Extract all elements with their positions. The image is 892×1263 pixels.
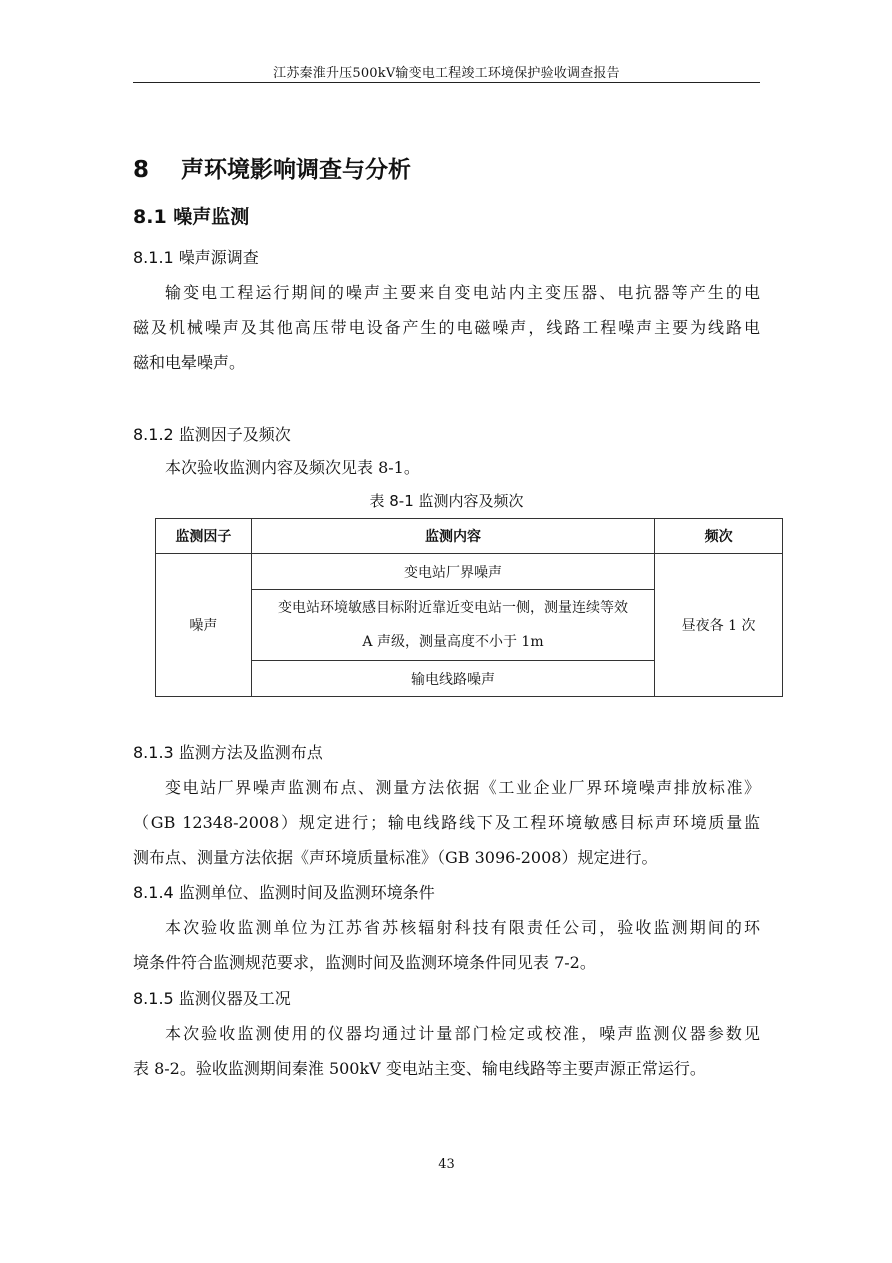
paragraph-line: 磁和电晕噪声。 [133,353,246,372]
paragraph-line: 境条件符合监测规范要求，监测时间及监测环境条件同见表 7-2。 [133,953,596,972]
table-cell-content [251,590,654,661]
paragraph-line: 磁及机械噪声及其他高压带电设备产生的电磁噪声，线路工程噪声主要为线路电 [133,318,760,337]
subsection-heading-8-1-1: 8.1.1 噪声源调查 [133,248,259,267]
paragraph-line: 表 8-2。验收监测期间秦淮 500kV 变电站主变、输电线路等主要声源正常运行。 [133,1059,706,1078]
paragraph-line: 本次验收监测使用的仪器均通过计量部门检定或校准，噪声监测仪器参数见 [165,1024,760,1043]
subsection-heading-8-1-5: 8.1.5 监测仪器及工况 [133,989,291,1008]
chapter-number: 8 [133,157,150,183]
table-header-cell: 监测内容 [251,519,654,554]
paragraph-line: 本次验收监测内容及频次见表 8-1。 [165,458,420,477]
subsection-heading-8-1-2: 8.1.2 监测因子及频次 [133,425,291,444]
table-cell-line: A 声级，测量高度不小于 1m [362,634,544,650]
paragraph-line: 输变电工程运行期间的噪声主要来自变电站内主变压器、电抗器等产生的电 [165,283,760,302]
table-cell-content: 变电站厂界噪声 [251,554,654,590]
section-heading-8-1: 8.1 噪声监测 [133,206,250,228]
subsection-heading-8-1-4: 8.1.4 监测单位、监测时间及监测环境条件 [133,883,435,902]
table-caption: 表 8-1 监测内容及频次 [369,492,524,510]
subsection-heading-8-1-3: 8.1.3 监测方法及监测布点 [133,743,323,762]
table-cell-factor: 噪声 [156,554,252,697]
paragraph-line: （GB 12348-2008）规定进行；输电线路线下及工程环境敏感目标声环境质量监 [133,813,760,832]
paragraph-line: 本次验收监测单位为江苏省苏核辐射科技有限责任公司，验收监测期间的环 [165,918,760,937]
table-header-row [156,519,783,554]
chapter-heading [133,151,411,184]
table-header-cell: 频次 [655,519,783,554]
chapter-title: 声环境影响调查与分析 [181,157,411,183]
table-cell-line: 变电站环境敏感目标附近靠近变电站一侧，测量连续等效 [278,600,629,616]
table-header-cell: 监测因子 [156,519,252,554]
paragraph-line: 变电站厂界噪声监测布点、测量方法依据《工业企业厂界环境噪声排放标准》 [165,778,760,797]
page-header-title: 江苏秦淮升压500kV输变电工程竣工环境保护验收调查报告 [273,66,620,81]
header-divider [133,82,760,83]
table-cell-content: 输电线路噪声 [251,661,654,697]
page-number: 43 [438,1157,455,1172]
monitoring-content-table [155,518,783,697]
table-row [156,554,783,590]
table-cell-frequency: 昼夜各 1 次 [655,554,783,697]
paragraph-line: 测布点、测量方法依据《声环境质量标准》（GB 3096-2008）规定进行。 [133,848,658,867]
